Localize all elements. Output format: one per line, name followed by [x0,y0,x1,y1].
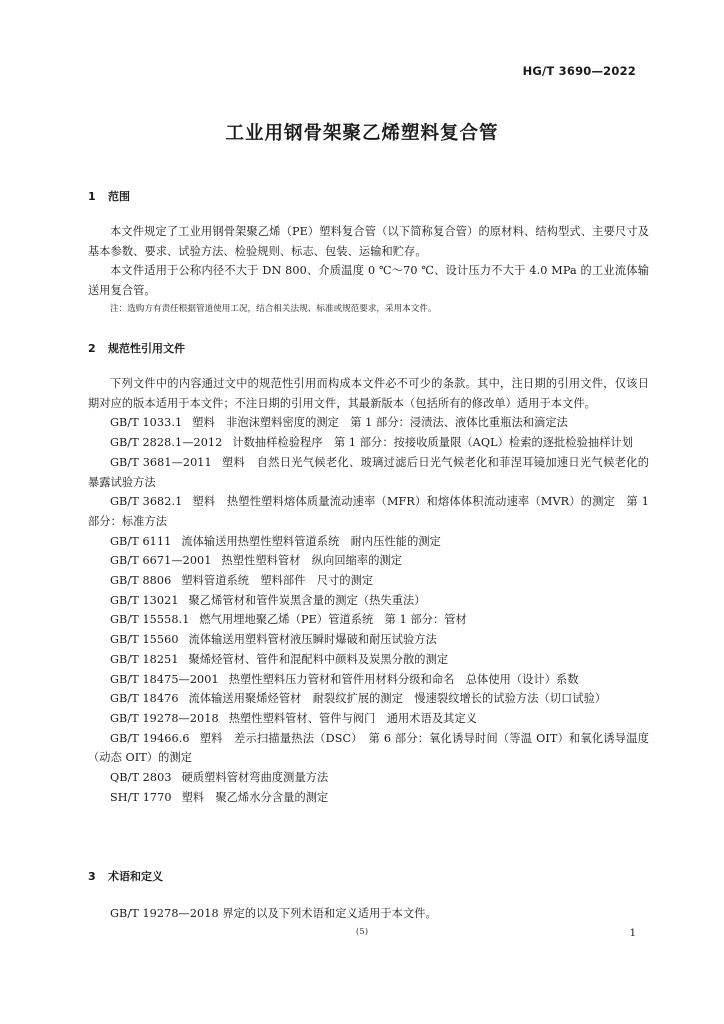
reference-title: 塑料管道系统 塑料部件 尺寸的测定 [181,574,374,588]
reference-code: GB/T 18475—2001 [110,672,219,686]
reference-code: GB/T 3682.1 [110,495,183,509]
reference-title: 热塑性塑料压力管材和管件用材料分级和命名 总体使用（设计）系数 [228,672,579,686]
terms-body [88,904,649,924]
reference-title: 塑料 聚乙烯水分含量的测定 [181,790,329,804]
section-number: 1 [88,190,96,203]
reference-code: GB/T 2828.1—2012 [110,436,223,450]
reference-title: 流体输送用聚烯烃管材 耐裂纹扩展的测定 慢速裂纹增长的试验方法（切口试验） [188,692,607,706]
reference-item [88,551,649,571]
reference-item [88,650,649,670]
reference-title: 聚烯烃管材、管件和混配料中颜料及炭黑分散的测定 [188,652,449,666]
reference-title: 流体输送用塑料管材液压瞬时爆破和耐压试验方法 [188,633,437,647]
section-heading-scope [88,188,130,204]
section-heading-terms [88,868,163,884]
reference-item [88,591,649,611]
reference-code: GB/T 18476 [110,692,179,706]
reference-item [88,788,649,808]
reference-code: GB/T 15560 [110,633,179,647]
scope-paragraph-2: 本文件适用于公称内径不大于 DN 800、介质温度 0 ℃～70 ℃、设计压力不大于 4.0 MPa 的工业流体输送用复合管。 [88,264,649,298]
terms-intro: GB/T 19278—2018 界定的以及下列术语和定义适用于本文件。 [110,907,437,920]
reference-code: GB/T 18251 [110,652,179,666]
section-number: 3 [88,870,96,883]
reference-title: 热塑性塑料管材 纵向回缩率的测定 [221,554,403,568]
reference-code: GB/T 8806 [110,574,172,588]
reference-item [88,670,649,690]
section-title: 范围 [108,190,130,203]
normative-refs-body [88,374,649,807]
reference-title: 塑料 自然日光气候老化、玻璃过滤后日光气候老化和菲涅耳镜加速日光气候老化的暴露试验方法 [88,455,650,489]
reference-item [88,610,649,630]
reference-item [88,768,649,788]
reference-title: 塑料 热塑性塑料熔体质量流动速率（MFR）和熔体体积流动速率（MVR）的测定 第 1 部分：标准方法 [88,495,649,528]
reference-code: GB/T 3681—2011 [110,455,212,469]
normative-refs-intro: 下列文件中的内容通过文中的规范性引用而构成本文件必不可少的条款。其中，注日期的引用文件，仅该日期对应的版本适用于本文件；不注日期的引用文件，其最新版本（包括所有的修改单）适用于本文件。 [88,377,649,410]
reference-code: GB/T 19278—2018 [110,711,219,725]
reference-code: GB/T 19466.6 [110,731,190,745]
reference-item [88,492,649,531]
scope-body [88,222,649,301]
reference-code: GB/T 6671—2001 [110,554,212,568]
footer-marker: (5) [355,927,369,937]
reference-code: SH/T 1770 [110,790,172,804]
reference-item [88,709,649,729]
standard-code: HG/T 3690—2022 [522,64,636,78]
reference-code: GB/T 15558.1 [110,613,190,627]
reference-item [88,532,649,552]
reference-item [88,689,649,709]
reference-item [88,729,649,768]
reference-code: QB/T 2803 [110,771,172,785]
section-number: 2 [88,342,96,355]
reference-title: 硬质塑料管材弯曲度测量方法 [181,771,329,785]
reference-item [88,453,649,492]
reference-title: 燃气用埋地聚乙烯（PE）管道系统 第 1 部分：管材 [199,613,467,627]
reference-title: 塑料 差示扫描量热法（DSC） 第 6 部分：氧化诱导时间（等温 OIT）和氧化诱导温度（动态 OIT）的测定 [88,731,649,765]
section-title: 术语和定义 [108,870,163,883]
reference-title: 计数抽样检验程序 第 1 部分：按接收质量限（AQL）检索的逐批检验抽样计划 [232,436,634,450]
scope-paragraph-1: 本文件规定了工业用钢骨架聚乙烯（PE）塑料复合管（以下简称复合管）的原材料、结构型式、主要尺寸及基本参数、要求、试验方法、检验规则、标志、包装、运输和贮存。 [88,225,649,258]
reference-title: 塑料 非泡沫塑料密度的测定 第 1 部分：浸渍法、液体比重瓶法和滴定法 [192,416,568,430]
reference-list [88,413,649,807]
reference-item [88,413,649,433]
reference-title: 流体输送用热塑性塑料管道系统 耐内压性能的测定 [181,534,441,548]
scope-note: 注：选购方有责任根据管道使用工况，结合相关法规、标准或规范要求，采用本文件。 [110,304,437,314]
page-number: 1 [629,928,636,939]
section-heading-normative-refs [88,340,185,356]
reference-code: GB/T 13021 [110,593,179,607]
reference-item [88,571,649,591]
reference-code: GB/T 1033.1 [110,416,183,430]
document-title: 工业用钢骨架聚乙烯塑料复合管 [225,123,499,144]
reference-item [88,630,649,650]
reference-item [88,433,649,453]
reference-title: 聚乙烯管材和管件炭黑含量的测定（热失重法） [188,593,426,607]
reference-code: GB/T 6111 [110,534,172,548]
reference-title: 热塑性塑料管材、管件与阀门 通用术语及其定义 [228,711,478,725]
section-title: 规范性引用文件 [108,342,185,355]
